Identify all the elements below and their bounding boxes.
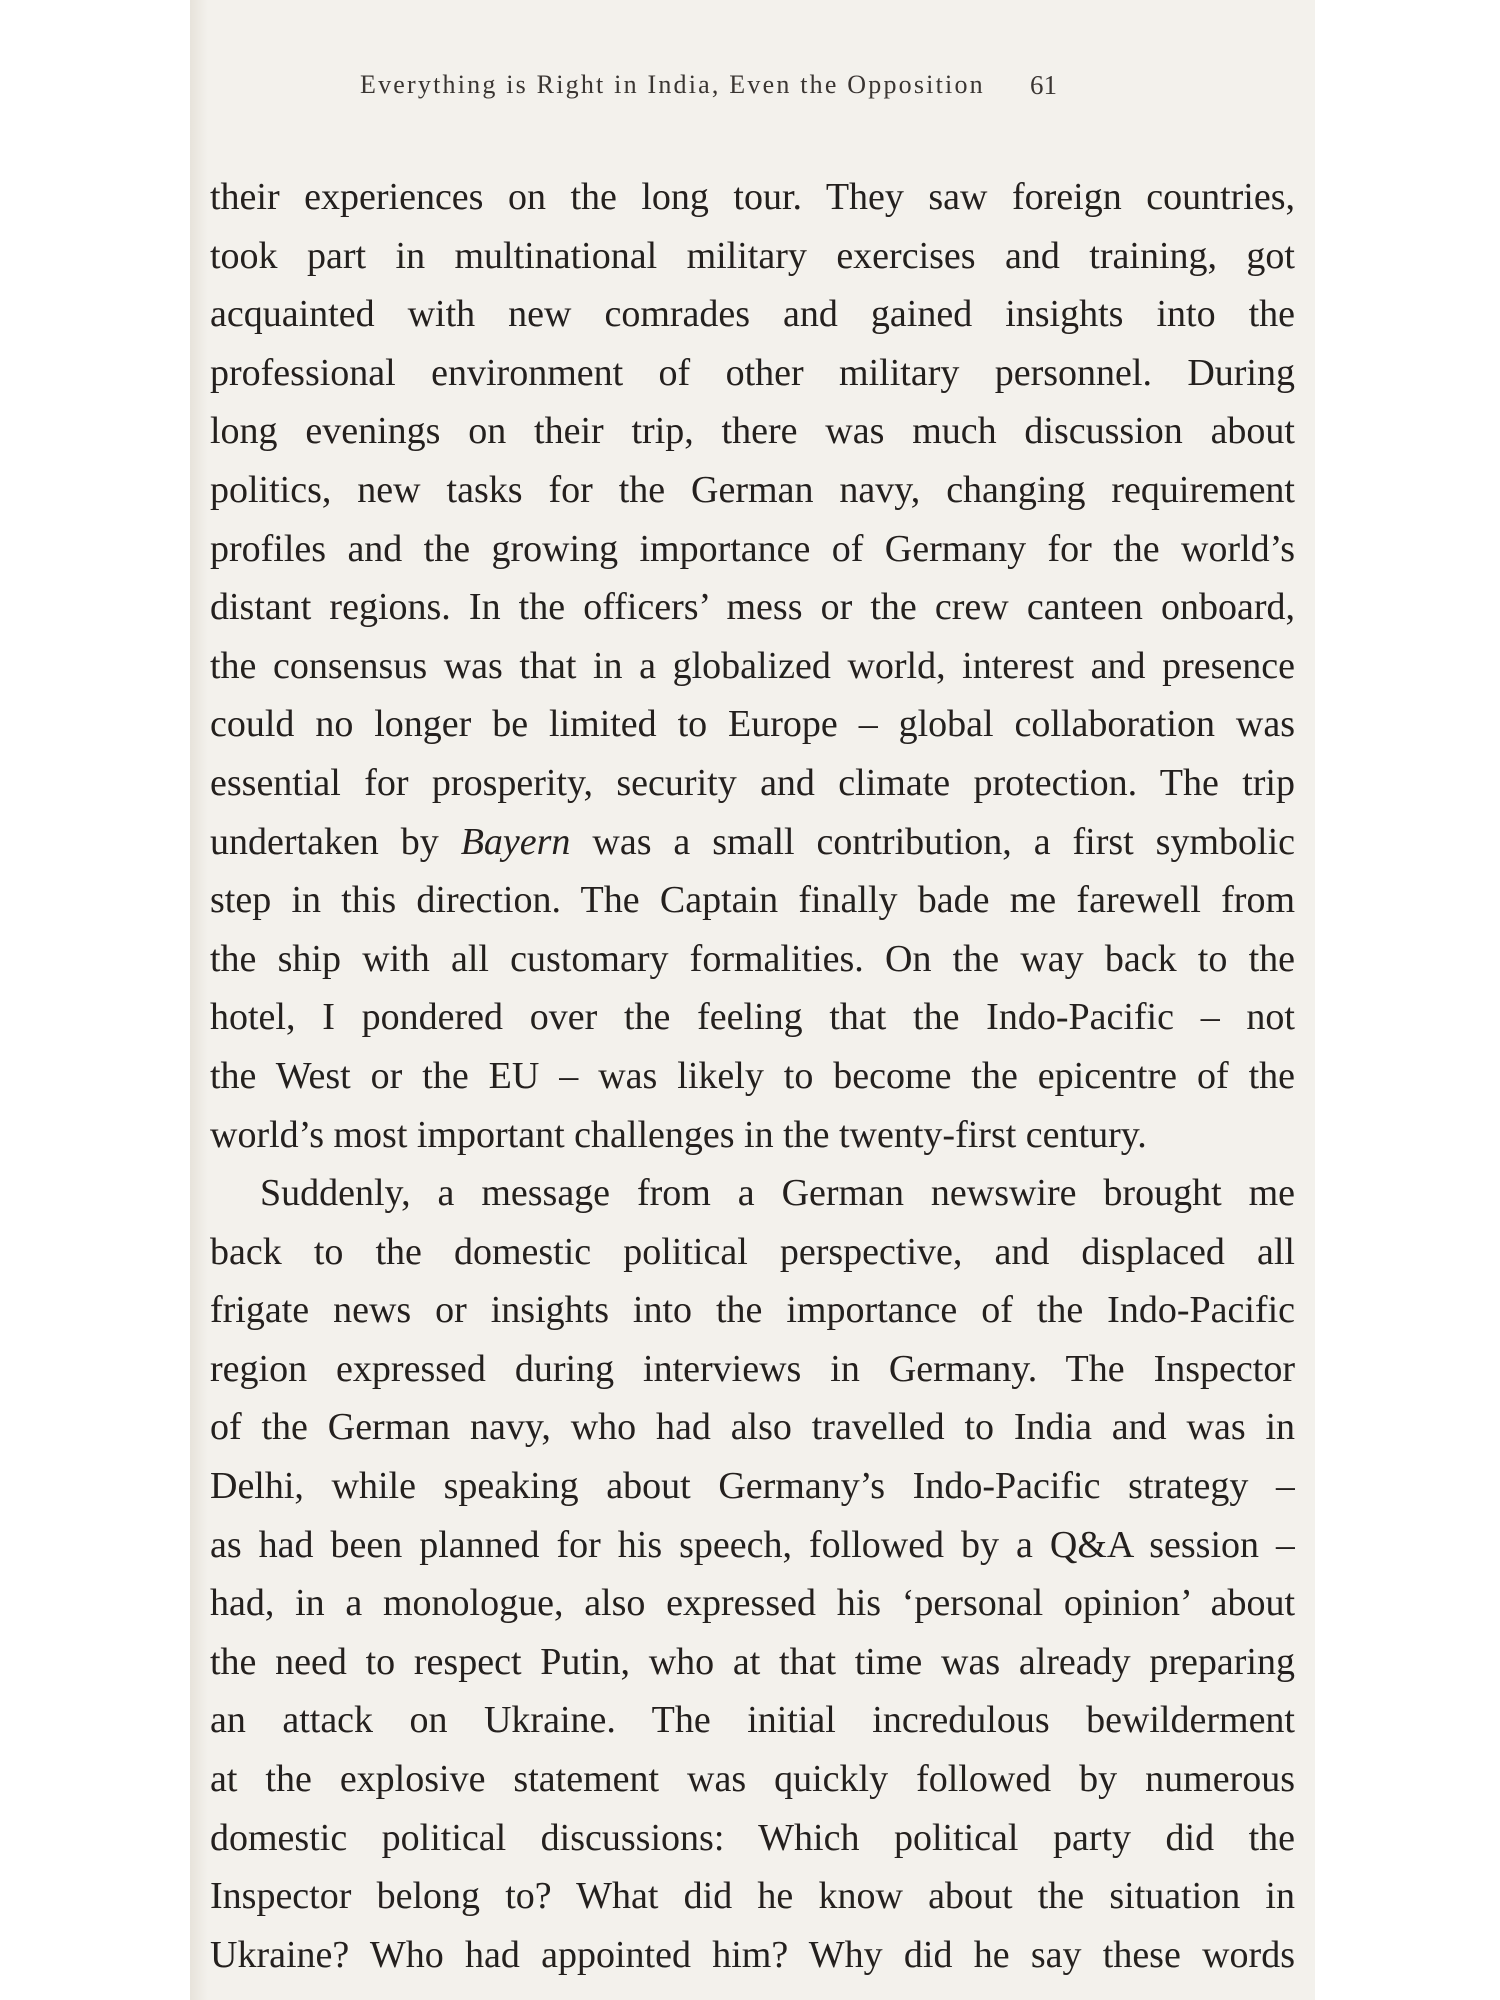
text-line: profiles and the growing importance of Germany for the world’s	[210, 527, 1295, 570]
text-line-with-italic	[210, 813, 1295, 872]
text-segment: was a small contribution, a first symbolic	[570, 820, 1295, 863]
running-header	[190, 70, 1315, 110]
paragraph-1	[210, 168, 1295, 1164]
paragraph-2	[210, 1164, 1295, 1984]
text-line: an attack on Ukraine. The initial incredulous bewilderment	[210, 1699, 1295, 1742]
text-line: of the German navy, who had also travelled to India and was in	[210, 1406, 1295, 1449]
text-line: distant regions. In the officers’ mess or the crew canteen onboard,	[210, 586, 1295, 629]
text-line: long evenings on their trip, there was much discussion about	[210, 410, 1295, 453]
text-line: as had been planned for his speech, followed by a Q&A session –	[210, 1523, 1295, 1566]
text-line: hotel, I pondered over the feeling that the Indo-Pacific – not	[210, 996, 1295, 1039]
book-page-scan	[190, 0, 1315, 2000]
text-line: the ship with all customary formalities. On the way back to the	[210, 937, 1295, 980]
text-line: had, in a monologue, also expressed his ‘personal opinion’ about	[210, 1582, 1295, 1625]
text-line: their experiences on the long tour. They saw foreign countries,	[210, 176, 1295, 218]
text-line: could no longer be limited to Europe – global collaboration was	[210, 703, 1295, 746]
text-line: Ukraine? Who had appointed him? Why did he say these words	[210, 1933, 1295, 1976]
text-line: step in this direction. The Captain finally bade me farewell from	[210, 879, 1295, 922]
page-number: 61	[1030, 70, 1057, 100]
text-line: Delhi, while speaking about Germany’s Indo-Pacific strategy –	[210, 1465, 1295, 1508]
text-line: took part in multinational military exercises and training, got	[210, 234, 1295, 277]
text-line: Suddenly, a message from a German newswire brought me	[260, 1172, 1295, 1215]
text-line: frigate news or insights into the importance of the Indo-Pacific	[210, 1289, 1295, 1332]
body-text	[210, 168, 1295, 1984]
page-gutter-shadow	[190, 0, 208, 2000]
text-line: professional environment of other military personnel. During	[210, 351, 1295, 394]
text-line: politics, new tasks for the German navy, changing requirement	[210, 468, 1295, 511]
text-line: the consensus was that in a globalized world, interest and presence	[210, 644, 1295, 687]
text-line: the West or the EU – was likely to become the epicentre of the	[210, 1054, 1295, 1097]
text-line: domestic political discussions: Which political party did the	[210, 1816, 1295, 1859]
text-line: Inspector belong to? What did he know about the situation in	[210, 1875, 1295, 1918]
text-line: essential for prosperity, security and climate protection. The trip	[210, 761, 1295, 804]
text-line: world’s most important challenges in the twenty-first century.	[210, 1113, 1147, 1156]
text-line: the need to respect Putin, who at that time was already preparing	[210, 1640, 1295, 1683]
text-line: acquainted with new comrades and gained insights into the	[210, 293, 1295, 336]
text-line: region expressed during interviews in Germany. The Inspector	[210, 1347, 1295, 1390]
running-title: Everything is Right in India, Even the Opposition	[360, 70, 985, 99]
text-line: at the explosive statement was quickly followed by numerous	[210, 1758, 1295, 1801]
text-segment: undertaken by	[210, 820, 461, 863]
text-line: back to the domestic political perspective, and displaced all	[210, 1230, 1295, 1273]
ship-name-italic: Bayern	[460, 820, 571, 863]
